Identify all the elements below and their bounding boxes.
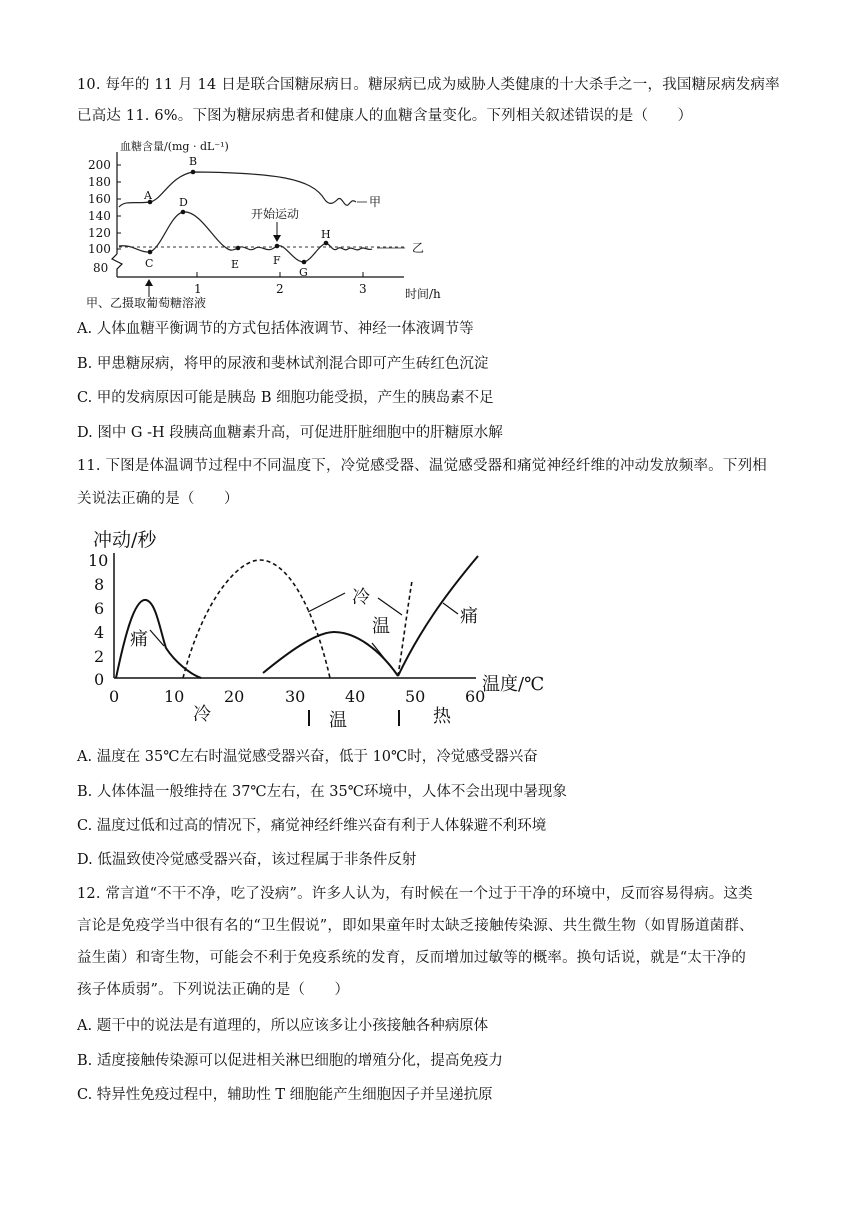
y-tick-4: 4 xyxy=(94,623,105,642)
q12-stem-line-2: 言论是免疫学当中很有名的“卫生假说”，即如果童年时太缺乏接触传染源、共生微生物（如胃肠道菌群、 xyxy=(77,918,754,934)
q10-stem-line-1: 10. 每年的 11 月 14 日是联合国糖尿病日。糖尿病已成为威胁人类健康的十大杀手之一，我国糖尿病发病率 xyxy=(77,77,780,93)
y-axis-label: 冲动/秒 xyxy=(93,529,157,551)
y-tick-140: 140 xyxy=(88,209,111,223)
q11-option-c: C. 温度过低和过高的情况下，痛觉神经纤维兴奋有利于人体躲避不利环境 xyxy=(77,818,547,834)
point-a: A xyxy=(144,189,152,202)
y-tick-160: 160 xyxy=(88,192,111,206)
point-h: H xyxy=(321,228,331,241)
q11-stem-line-1: 11. 下图是体温调节过程中不同温度下，冷觉感受器、温觉感受器和痛觉神经纤维的冲动发放频率。下列相 xyxy=(77,458,767,474)
point-g: G xyxy=(299,266,308,279)
curve-warm xyxy=(263,632,398,676)
y-tick-6: 6 xyxy=(94,599,105,618)
x-tick-50: 50 xyxy=(405,687,426,706)
zone-warm: 温 xyxy=(329,710,347,730)
point-b: B xyxy=(189,155,198,168)
zone-cold: 冷 xyxy=(193,704,211,725)
q10-option-b: B. 甲患糖尿病，将甲的尿液和斐林试剂混合即可产生砖红色沉淀 xyxy=(77,356,489,372)
impulse-frequency-figure xyxy=(80,520,560,730)
x-tick-60: 60 xyxy=(465,687,486,706)
q10-stem-line-2: 已高达 11. 6%。下图为糖尿病患者和健康人的血糖含量变化。下列相关叙述错误的是（ ） xyxy=(77,108,693,124)
x-tick-3: 3 xyxy=(359,282,367,296)
x-tick-2: 2 xyxy=(276,282,284,296)
y-tick-200: 200 xyxy=(88,158,111,172)
y-tick-10: 10 xyxy=(88,551,109,570)
label-pain-low: 痛 xyxy=(130,629,148,650)
q10-option-c: C. 甲的发病原因可能是胰岛 B 细胞功能受损，产生的胰岛素不足 xyxy=(77,390,494,406)
zone-hot: 热 xyxy=(433,706,451,727)
q12-stem-line-4: 孩子体质弱”。下列说法正确的是（ ） xyxy=(77,982,350,998)
y-tick-180: 180 xyxy=(88,175,111,189)
label-warm: 温 xyxy=(372,616,390,637)
intake-label: 甲、乙摄取葡萄糖溶液 xyxy=(86,296,207,310)
q12-option-a: A. 题干中的说法是有道理的，所以应该多让小孩接触各种病原体 xyxy=(77,1018,489,1034)
series-jia-label: 甲 xyxy=(369,195,382,209)
x-tick-20: 20 xyxy=(224,687,245,706)
q12-option-c: C. 特异性免疫过程中，辅助性 T 细胞能产生细胞因子并呈递抗原 xyxy=(77,1087,493,1103)
q11-option-d: D. 低温致使冷觉感受器兴奋，该过程属于非条件反射 xyxy=(77,852,417,868)
x-tick-40: 40 xyxy=(345,687,366,706)
label-cold: 冷 xyxy=(352,587,370,608)
curve-yi xyxy=(119,212,372,262)
q12-option-b: B. 适度接触传染源可以促进相关淋巴细胞的增殖分化，提高免疫力 xyxy=(77,1053,503,1069)
blood-glucose-figure xyxy=(80,136,450,314)
curve-jia xyxy=(119,172,356,207)
y-axis-label: 血糖含量/(mg · dL⁻¹) xyxy=(120,140,229,153)
exercise-label: 开始运动 xyxy=(251,207,300,221)
point-f: F xyxy=(273,254,281,267)
y-tick-100: 100 xyxy=(88,242,111,256)
y-tick-120: 120 xyxy=(88,226,111,240)
q11-option-b: B. 人体体温一般维持在 37℃左右，在 35℃环境中，人体不会出现中暑现象 xyxy=(77,784,567,800)
q10-option-a: A. 人体血糖平衡调节的方式包括体液调节、神经一体液调节等 xyxy=(77,321,474,337)
y-tick-80: 80 xyxy=(93,261,109,275)
x-axis-label: 时间/h xyxy=(405,287,441,301)
q12-stem-line-3: 益生菌）和寄生物，可能会不利于免疫系统的发育，反而增加过敏等的概率。换句话说，就是“太干净的 xyxy=(77,950,747,966)
series-yi-label: 乙 xyxy=(412,241,425,255)
label-pain-high: 痛 xyxy=(460,606,478,627)
point-c: C xyxy=(145,257,154,270)
curve-cold xyxy=(183,560,330,678)
q12-stem-line-1: 12. 常言道“不干不净，吃了没病”。许多人认为，有时候在一个过于干净的环境中，反而容易得病。这类 xyxy=(77,886,753,902)
y-tick-8: 8 xyxy=(94,575,105,594)
x-tick-30: 30 xyxy=(285,687,306,706)
point-e: E xyxy=(231,258,240,271)
x-tick-1: 1 xyxy=(194,282,202,296)
y-tick-2: 2 xyxy=(94,647,105,666)
x-tick-0: 0 xyxy=(109,687,120,706)
q11-option-a: A. 温度在 35℃左右时温觉感受器兴奋，低于 10℃时，冷觉感受器兴奋 xyxy=(77,749,538,765)
q10-option-d: D. 图中 G -H 段胰高血糖素升高，可促进肝脏细胞中的肝糖原水解 xyxy=(77,425,503,441)
x-tick-10: 10 xyxy=(164,687,185,706)
x-axis-label: 温度/℃ xyxy=(482,674,545,695)
point-d: D xyxy=(179,196,188,209)
y-tick-0: 0 xyxy=(94,670,105,689)
q11-stem-line-2: 关说法正确的是（ ） xyxy=(77,491,239,507)
